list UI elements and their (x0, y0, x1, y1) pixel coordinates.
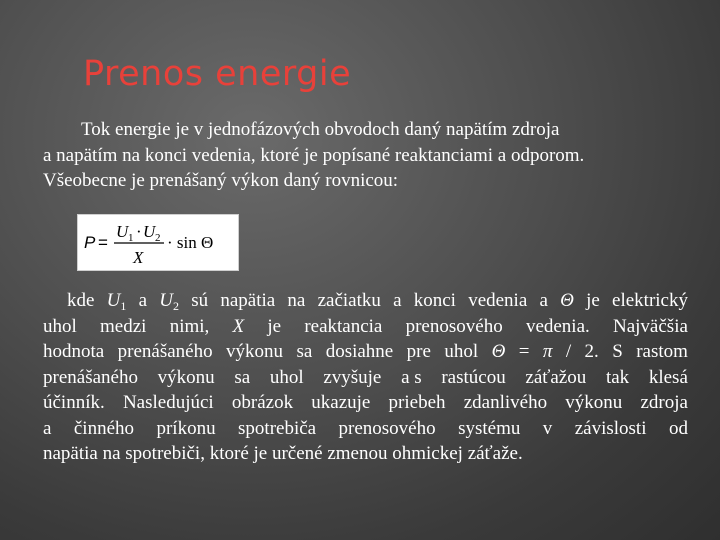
equation-u2: U (143, 222, 156, 241)
body-word: sa (234, 366, 251, 388)
body-paragraph (43, 288, 688, 467)
equation-sin-theta: · sin Θ (167, 233, 214, 252)
body-word: príkonu (156, 417, 216, 439)
body-word: prenášaného (117, 341, 213, 362)
body-word: uhol (43, 315, 77, 337)
body-word: závislosti (574, 417, 647, 439)
intro-paragraph (43, 117, 693, 194)
body-word: zdroja (640, 392, 688, 413)
body-word: je (586, 290, 600, 311)
body-word: ukazuje (311, 392, 371, 413)
body-word: / (565, 341, 572, 362)
body-word: vedenia (468, 290, 528, 311)
body-word: obrázok (231, 392, 294, 413)
body-line-1 (43, 288, 688, 314)
body-word: konci (413, 290, 456, 311)
equation-u1: U (116, 222, 129, 241)
body-word: účinník. (43, 392, 105, 413)
intro-line: a napätím na konci vedenia, ktoré je popísané reaktanciami a odporom. (43, 144, 585, 166)
body-word: na (287, 290, 306, 311)
body-word: dosiahne (325, 341, 394, 362)
body-word: napätia na spotrebiči, ktoré je určené zmenou ohmickej záťaže. (43, 443, 523, 464)
body-word: rastom (636, 341, 688, 362)
equation-equals: = (98, 233, 108, 252)
body-word: v (542, 417, 553, 439)
body-word: a s (401, 366, 422, 388)
body-word: Nasledujúci (122, 392, 214, 413)
body-word: 2. (584, 341, 599, 362)
body-word: spotrebiča (238, 417, 317, 439)
body-word: nimi, (169, 315, 210, 337)
body-word: sú (191, 290, 209, 311)
intro-line: Všeobecne je prenášaný výkon daný rovnicou: (43, 170, 399, 191)
body-word: sa (296, 341, 313, 362)
body-word: činného (73, 417, 135, 439)
body-word: uhol (269, 366, 304, 388)
body-word: a (43, 417, 52, 439)
body-word: tak (605, 366, 630, 388)
equation-dot: · (136, 222, 142, 241)
body-word: = (518, 341, 530, 362)
body-word: a (393, 290, 402, 311)
intro-line: Tok energie je v jednofázových obvodoch daný napätím zdroja (81, 119, 560, 140)
body-word: hodnota (43, 341, 105, 362)
body-word: výkonu (157, 366, 215, 388)
slide-title: Prenos energie (83, 54, 352, 94)
body-word: výkonu (565, 392, 623, 413)
body-word: zvyšuje (323, 366, 382, 388)
equation-u1-sub: 1 (128, 232, 134, 244)
body-line-7 (43, 441, 688, 467)
power-equation-graphic (78, 215, 238, 270)
body-word: a (539, 290, 548, 311)
body-word: Θ (560, 290, 574, 311)
body-word: záťažou (525, 366, 587, 388)
body-word: $U_1$ (106, 290, 127, 313)
body-word: vedenia. (525, 315, 590, 337)
body-word: klesá (648, 366, 688, 388)
body-word: S (612, 341, 623, 362)
body-word: $U_2$ (159, 290, 179, 313)
equation-denominator: X (133, 248, 144, 267)
body-line-2 (43, 314, 688, 340)
body-word: zdanlivého (463, 392, 548, 413)
body-word: π (542, 341, 553, 362)
body-word: pre (406, 341, 431, 362)
body-line-6 (43, 416, 688, 442)
body-word: Θ (491, 341, 506, 362)
body-word: kde (67, 290, 95, 311)
equation-u2-sub: 2 (155, 232, 161, 244)
body-word: prenášaného (43, 366, 138, 388)
equation-lhs: P (84, 233, 96, 252)
body-word: napätia (220, 290, 276, 311)
body-word: reaktancia (304, 315, 383, 337)
body-word: Najväčšia (613, 315, 688, 337)
body-word: a (138, 290, 148, 311)
body-word: prenosového (405, 315, 503, 337)
power-equation (77, 214, 239, 271)
body-word: rastúcou (441, 366, 506, 388)
body-word: uhol (444, 341, 479, 362)
body-word: výkonu (226, 341, 284, 362)
body-word: od (668, 417, 688, 439)
body-line-3 (43, 339, 688, 365)
body-word: prenosového (338, 417, 436, 439)
body-word: začiatku (317, 290, 381, 311)
body-word: je (267, 315, 282, 337)
body-word: medzi (100, 315, 147, 337)
body-word: X (232, 315, 245, 337)
body-word: systému (458, 417, 521, 439)
body-line-4 (43, 365, 688, 391)
body-word: priebeh (388, 392, 446, 413)
body-word: elektrický (612, 290, 688, 311)
body-line-5 (43, 390, 688, 416)
